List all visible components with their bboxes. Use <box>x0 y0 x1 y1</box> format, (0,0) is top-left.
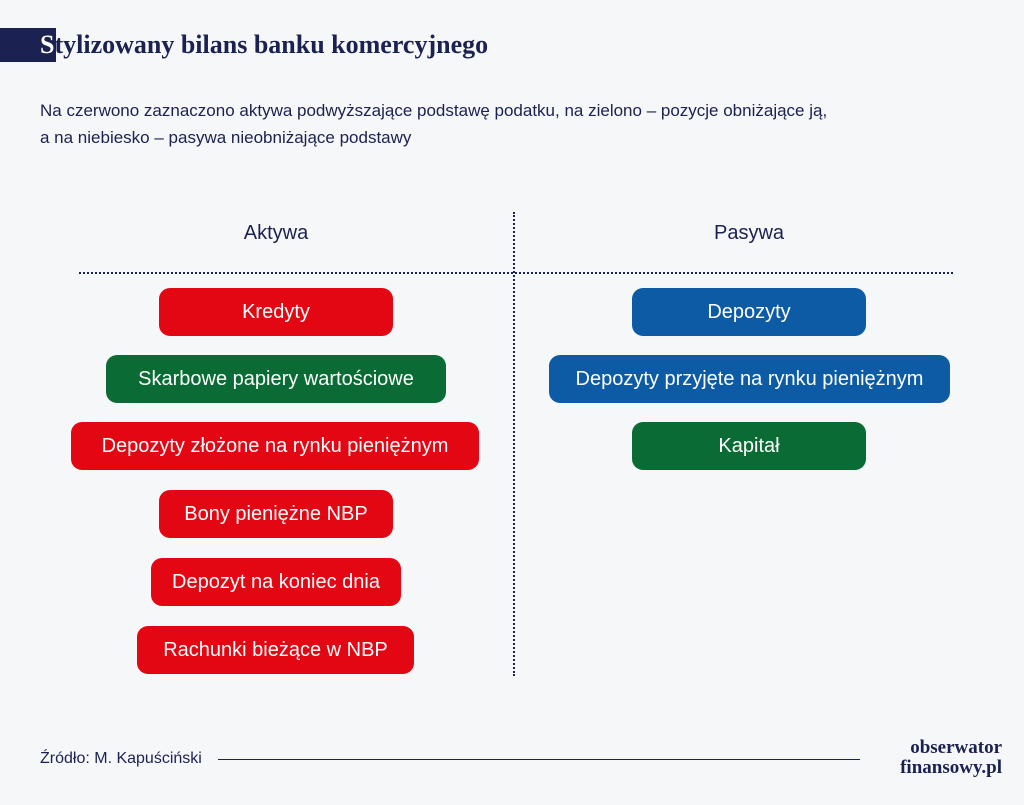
assets-item-bony-pieniezne: Bony pieniężne NBP <box>159 490 393 538</box>
assets-item-depozyty-zlozone: Depozyty złożone na rynku pieniężnym <box>71 422 479 470</box>
subtitle-line-2: a na niebiesko – pasywa nieobniżające podstawy <box>40 128 412 147</box>
liabilities-item-depozyty-przyjete: Depozyty przyjęte na rynku pieniężnym <box>549 355 950 403</box>
title-first-letter: S <box>40 30 55 59</box>
assets-item-kredyty: Kredyty <box>159 288 393 336</box>
subtitle-line-1: Na czerwono zaznaczono aktywa podwyższające podstawę podatku, na zielono – pozycje obniżające ją, <box>40 101 828 120</box>
obserwator-finansowy-logo <box>872 738 1002 778</box>
liabilities-column-header: Pasywa <box>713 222 785 244</box>
subtitle <box>40 97 940 151</box>
footer-rule <box>218 759 860 760</box>
assets-item-rachunki-biezace: Rachunki bieżące w NBP <box>137 626 414 674</box>
assets-item-depozyt-na-koniec-dnia: Depozyt na koniec dnia <box>151 558 401 606</box>
header-divider-horizontal <box>79 272 953 274</box>
title-rest: tylizowany bilans banku komercyjnego <box>54 30 489 59</box>
assets-column-header: Aktywa <box>243 222 309 244</box>
logo-line-1: obserwator <box>910 737 1002 758</box>
source-note: Źródło: M. Kapuściński <box>40 750 202 767</box>
column-divider-vertical <box>513 212 515 676</box>
liabilities-item-kapital: Kapitał <box>632 422 866 470</box>
page-title <box>40 29 488 61</box>
assets-item-skarbowe-papiery: Skarbowe papiery wartościowe <box>106 355 446 403</box>
liabilities-item-depozyty: Depozyty <box>632 288 866 336</box>
logo-line-2: finansowy.pl <box>900 757 1002 778</box>
